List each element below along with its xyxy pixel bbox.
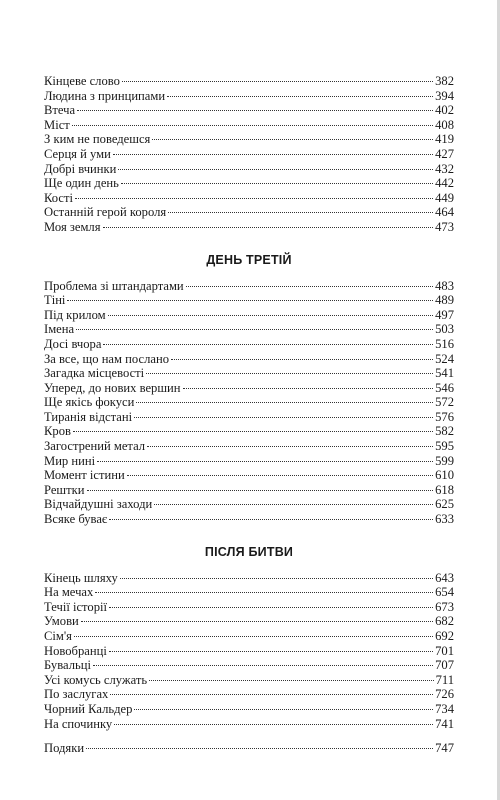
toc-entry xyxy=(44,308,454,323)
toc-entry xyxy=(44,205,454,220)
toc-entry-page: 516 xyxy=(435,336,454,351)
toc-entry-page: 582 xyxy=(435,424,454,439)
dot-leader xyxy=(95,592,433,593)
toc-entry-title: Мир нині xyxy=(44,453,96,468)
toc-entry-page: 682 xyxy=(435,614,454,629)
toc-entry xyxy=(44,132,454,147)
toc-entry-title: Ще якісь фокуси xyxy=(44,395,135,410)
toc-entry-title: З ким не поведешся xyxy=(44,132,151,147)
toc-entry xyxy=(44,220,454,235)
toc-entry xyxy=(44,585,454,600)
toc-entry-title: По заслугах xyxy=(44,687,109,702)
toc-entry xyxy=(44,118,454,133)
toc-entry-title: Умови xyxy=(44,614,79,629)
toc-entry xyxy=(44,352,454,367)
toc-entry xyxy=(44,293,454,308)
toc-entry-page: 701 xyxy=(435,643,454,658)
table-of-contents xyxy=(44,74,454,756)
toc-entry-page: 541 xyxy=(435,366,454,381)
toc-entry xyxy=(44,395,454,410)
toc-entry-title: Кров xyxy=(44,424,71,439)
toc-entry-page: 726 xyxy=(435,687,454,702)
toc-entry-title: Загадка місцевості xyxy=(44,366,145,381)
toc-entry-page: 747 xyxy=(435,741,454,756)
toc-entry xyxy=(44,439,454,454)
toc-entry-title: Кості xyxy=(44,190,73,205)
toc-entry-page: 497 xyxy=(435,307,454,322)
toc-entry xyxy=(44,687,454,702)
toc-entry xyxy=(44,366,454,381)
dot-leader xyxy=(152,139,433,140)
dot-leader xyxy=(134,417,433,418)
toc-entry-title: Кінцеве слово xyxy=(44,74,120,88)
toc-entry-page: 394 xyxy=(435,88,454,103)
dot-leader xyxy=(121,183,433,184)
toc-entry-page: 427 xyxy=(435,146,454,161)
toc-entry-title: Моя земля xyxy=(44,219,101,234)
toc-entry xyxy=(44,410,454,425)
toc-entry-title: Чорний Кальдер xyxy=(44,701,133,716)
dot-leader xyxy=(77,110,433,111)
toc-entry-page: 741 xyxy=(435,716,454,731)
dot-leader xyxy=(93,665,433,666)
toc-entry-title: Рештки xyxy=(44,482,85,497)
toc-entry xyxy=(44,337,454,352)
dot-leader xyxy=(109,607,433,608)
section-heading: ДЕНЬ ТРЕТІЙ xyxy=(206,252,292,267)
toc-entry xyxy=(44,103,454,118)
dot-leader xyxy=(97,461,433,462)
dot-leader xyxy=(113,154,433,155)
toc-entry-page: 408 xyxy=(435,117,454,132)
toc-entry xyxy=(44,322,454,337)
toc-entry xyxy=(44,673,454,688)
toc-entry-title: Людина з принципами xyxy=(44,88,166,103)
toc-entry xyxy=(44,629,454,644)
toc-section xyxy=(44,74,454,235)
toc-entry-title: Ще один день xyxy=(44,176,119,191)
dot-leader xyxy=(72,125,433,126)
toc-entry-page: 692 xyxy=(435,629,454,643)
dot-leader xyxy=(109,519,433,520)
dot-leader xyxy=(86,748,433,749)
toc-entry-page: 432 xyxy=(435,161,454,176)
toc-entry xyxy=(44,381,454,396)
toc-entry xyxy=(44,717,454,732)
dot-leader xyxy=(120,578,433,579)
toc-entry xyxy=(44,74,454,89)
toc-entry-title: Тиранія відстані xyxy=(44,409,133,424)
dot-leader xyxy=(168,212,433,213)
dot-leader xyxy=(171,359,433,360)
dot-leader xyxy=(149,680,433,681)
toc-entry-page: 633 xyxy=(435,512,454,527)
dot-leader xyxy=(108,315,433,316)
toc-entry xyxy=(44,483,454,498)
toc-entry-page: 503 xyxy=(435,322,454,337)
toc-entry-acknowledgements xyxy=(44,741,454,756)
toc-entry-page: 673 xyxy=(435,599,454,614)
dot-leader xyxy=(134,709,433,710)
toc-entry-page: 419 xyxy=(435,132,454,147)
dot-leader xyxy=(81,621,433,622)
toc-entry-title: Подяки xyxy=(44,741,85,756)
toc-entry-title: Останній герой короля xyxy=(44,205,167,220)
toc-entry xyxy=(44,702,454,717)
dot-leader xyxy=(74,636,433,637)
toc-entry-page: 618 xyxy=(435,482,454,497)
toc-entry-page: 654 xyxy=(435,585,454,600)
dot-leader xyxy=(103,227,434,228)
toc-entry-page: 610 xyxy=(435,468,454,483)
toc-entry-title: Всяке буває xyxy=(44,512,108,527)
dot-leader xyxy=(154,504,433,505)
dot-leader xyxy=(183,388,434,389)
toc-entry xyxy=(44,89,454,104)
toc-entry-page: 449 xyxy=(435,190,454,205)
dot-leader xyxy=(127,475,433,476)
toc-entry-page: 382 xyxy=(435,74,454,88)
toc-entry-title: Кінець шляху xyxy=(44,570,118,585)
toc-entry-page: 546 xyxy=(435,380,454,395)
dot-leader xyxy=(109,651,433,652)
dot-leader xyxy=(122,81,433,82)
toc-entry xyxy=(44,614,454,629)
toc-entry-title: Під крилом xyxy=(44,307,106,322)
toc-entry-title: Втеча xyxy=(44,103,76,118)
toc-entry xyxy=(44,468,454,483)
toc-entry-title: Бувальці xyxy=(44,658,91,673)
toc-entry-title: За все, що нам послано xyxy=(44,351,169,366)
toc-entry-page: 483 xyxy=(435,278,454,293)
dot-leader xyxy=(87,490,434,491)
toc-entry-title: Уперед, до нових вершин xyxy=(44,380,181,395)
toc-entry-page: 576 xyxy=(435,409,454,424)
toc-entry xyxy=(44,176,454,191)
toc-entry xyxy=(44,571,454,586)
toc-entry xyxy=(44,600,454,615)
toc-entry-page: 643 xyxy=(435,570,454,585)
dot-leader xyxy=(110,694,433,695)
toc-entry-page: 473 xyxy=(435,219,454,234)
toc-entry-page: 442 xyxy=(435,176,454,191)
toc-entry xyxy=(44,497,454,512)
toc-entry-title: Міст xyxy=(44,117,70,132)
toc-entry-page: 734 xyxy=(435,701,454,716)
toc-entry xyxy=(44,424,454,439)
toc-entry-page: 625 xyxy=(435,497,454,512)
toc-entry xyxy=(44,191,454,206)
dot-leader xyxy=(186,286,433,287)
toc-entry-page: 524 xyxy=(435,351,454,366)
toc-entry-title: Сім'я xyxy=(44,629,72,643)
dot-leader xyxy=(75,198,433,199)
toc-entry-title: Новобранці xyxy=(44,643,107,658)
toc-entry-page: 489 xyxy=(435,293,454,308)
toc-entry-page: 464 xyxy=(435,205,454,220)
dot-leader xyxy=(67,300,433,301)
toc-entry-page: 599 xyxy=(435,453,454,468)
toc-entry xyxy=(44,147,454,162)
toc-entry xyxy=(44,279,454,294)
toc-entry-page: 707 xyxy=(435,658,454,673)
toc-entry xyxy=(44,512,454,527)
dot-leader xyxy=(146,373,433,374)
dot-leader xyxy=(167,96,433,97)
toc-entry-title: Усі комусь служать xyxy=(44,672,148,687)
toc-entry-title: Загострений метал xyxy=(44,439,146,454)
toc-entry-title: На спочинку xyxy=(44,716,113,731)
toc-entry-page: 595 xyxy=(435,439,454,454)
toc-entry-title: Течії історії xyxy=(44,599,107,614)
toc-entry-title: Серця й уми xyxy=(44,146,111,161)
toc-entry-title: Досі вчора xyxy=(44,336,102,351)
toc-entry-page: 572 xyxy=(435,395,454,410)
toc-entry-page: 402 xyxy=(435,103,454,118)
toc-entry-title: Відчайдушні заходи xyxy=(44,497,153,512)
toc-entry-title: Добрі вчинки xyxy=(44,161,117,176)
toc-entry-title: Імена xyxy=(44,322,75,337)
toc-entry-page: 711 xyxy=(435,672,454,687)
toc-entry xyxy=(44,644,454,659)
dot-leader xyxy=(147,446,433,447)
dot-leader xyxy=(136,402,433,403)
toc-section xyxy=(44,279,454,527)
dot-leader xyxy=(118,169,433,170)
section-heading: ПІСЛЯ БИТВИ xyxy=(204,544,294,559)
dot-leader xyxy=(114,724,433,725)
toc-entry-title: Тіні xyxy=(44,293,66,308)
toc-entry-title: Проблема зі штандартами xyxy=(44,278,184,293)
dot-leader xyxy=(103,344,433,345)
toc-entry xyxy=(44,162,454,177)
toc-entry xyxy=(44,454,454,469)
dot-leader xyxy=(73,431,433,432)
dot-leader xyxy=(76,329,433,330)
toc-entry-title: Момент істини xyxy=(44,468,125,483)
toc-entry-title: На мечах xyxy=(44,585,94,600)
toc-section xyxy=(44,571,454,732)
toc-entry xyxy=(44,658,454,673)
